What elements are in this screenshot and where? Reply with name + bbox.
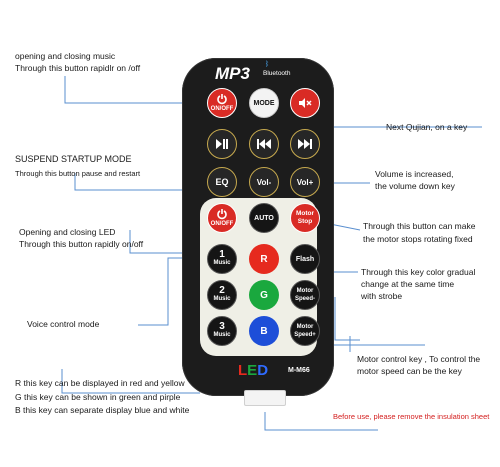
- blue-button[interactable]: [249, 316, 279, 346]
- mode-button[interactable]: [249, 88, 279, 118]
- power-music-label: ON/OFF: [210, 106, 234, 112]
- power-icon: [216, 93, 228, 105]
- led-logo-letter: E: [247, 362, 258, 379]
- volume-up-button[interactable]: [290, 167, 320, 197]
- music-2-label: Music: [213, 296, 231, 302]
- model-number: M-M66: [288, 367, 310, 374]
- music-2-button[interactable]: [207, 280, 237, 310]
- motor-speed-up-label-1: Motor: [296, 324, 314, 330]
- next-icon: [298, 138, 312, 150]
- note-volume-2: the volume down key: [375, 181, 455, 191]
- note-suspend-1: SUSPEND STARTUP MODE: [15, 154, 132, 164]
- auto-button[interactable]: [249, 203, 279, 233]
- note-motor-speed-2: motor speed can be the key: [357, 366, 462, 376]
- power-led-button[interactable]: [207, 203, 237, 233]
- music-1-number: 1: [219, 249, 225, 260]
- eq-button[interactable]: [207, 167, 237, 197]
- eq-label: EQ: [215, 177, 229, 187]
- note-rgb-2: G this key can be shown in green and pirple: [15, 392, 181, 402]
- motor-speed-up-button[interactable]: [290, 316, 320, 346]
- note-music-2: Through this button rapidlr on /off: [15, 63, 141, 73]
- insulation-tab[interactable]: [244, 390, 286, 406]
- auto-label: AUTO: [254, 214, 274, 222]
- note-led-1: Opening and closing LED: [19, 227, 116, 237]
- note-rgb-1: R this key can be displayed in red and yellow: [15, 378, 185, 388]
- previous-icon: [257, 138, 271, 150]
- music-2-number: 2: [219, 285, 225, 296]
- red-label: R: [260, 253, 268, 265]
- led-logo-letter: L: [238, 362, 248, 379]
- play-pause-button[interactable]: [207, 129, 237, 159]
- volume-up-label: Vol+: [296, 177, 314, 187]
- music-1-button[interactable]: [207, 244, 237, 274]
- mute-icon: [298, 97, 312, 109]
- blue-label: B: [260, 325, 268, 337]
- note-flash-1: Through this key color gradual: [361, 267, 476, 277]
- green-label: G: [260, 289, 268, 301]
- motor-speed-down-label-1: Motor: [296, 288, 314, 294]
- power-led-label: ON/OFF: [210, 221, 234, 227]
- flash-button[interactable]: [290, 244, 320, 274]
- volume-down-label: Vol-: [256, 177, 272, 187]
- power-music-button[interactable]: [207, 88, 237, 118]
- motor-stop-label-2: Stop: [297, 218, 313, 225]
- previous-button[interactable]: [249, 129, 279, 159]
- bluetooth-label: Bluetooth: [263, 70, 291, 77]
- music-3-button[interactable]: [207, 316, 237, 346]
- note-insulation: Before use, please remove the insulation sheet: [333, 412, 490, 421]
- mode-label: MODE: [253, 99, 275, 107]
- motor-stop-label-1: Motor: [295, 210, 315, 217]
- green-button[interactable]: [249, 280, 279, 310]
- next-button[interactable]: [290, 129, 320, 159]
- flash-label: Flash: [295, 255, 315, 263]
- remote-title: MP3: [215, 64, 250, 83]
- motor-stop-button[interactable]: [290, 203, 320, 233]
- led-logo: [238, 362, 268, 379]
- led-logo-letter: D: [257, 362, 269, 379]
- mute-button[interactable]: [290, 88, 320, 118]
- note-led-2: Through this button rapidly on/off: [19, 239, 144, 249]
- note-flash-2: change at the same time: [361, 279, 455, 289]
- note-volume-1: Volume is increased,: [375, 169, 454, 179]
- play-pause-icon: [215, 138, 229, 150]
- volume-down-button[interactable]: [249, 167, 279, 197]
- note-motor-stop-2: the motor stops rotating fixed: [363, 234, 473, 244]
- note-motor-stop-1: Through this button can make: [363, 221, 476, 231]
- note-rgb-3: B this key can separate display blue and white: [15, 405, 190, 415]
- note-next: Next Qujian, on a key: [386, 122, 468, 132]
- music-1-label: Music: [213, 260, 231, 266]
- note-suspend-2: Through this button pause and restart: [15, 169, 141, 178]
- music-3-label: Music: [213, 332, 231, 338]
- note-motor-speed-1: Motor control key , To control the: [357, 354, 481, 364]
- motor-speed-down-label-2: Speed-: [294, 296, 315, 302]
- note-flash-3: with strobe: [361, 291, 403, 301]
- bluetooth-icon: ᛒ: [265, 61, 270, 68]
- power-icon: [216, 208, 228, 220]
- motor-speed-up-label-2: Speed+: [294, 332, 316, 338]
- note-voice: Voice control mode: [27, 319, 100, 329]
- red-button[interactable]: [249, 244, 279, 274]
- music-3-number: 3: [219, 321, 225, 332]
- motor-speed-down-button[interactable]: [290, 280, 320, 310]
- note-music-1: opening and closing music: [15, 51, 116, 61]
